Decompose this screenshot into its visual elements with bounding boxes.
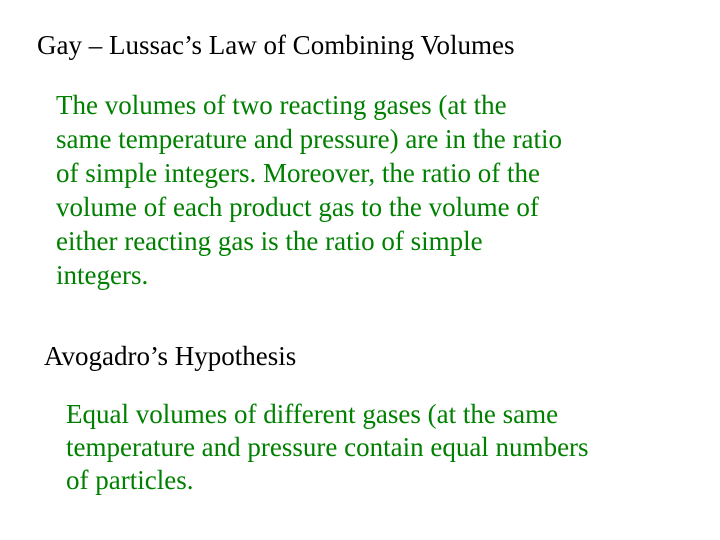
text-line: The volumes of two reacting gases (at the xyxy=(56,90,507,120)
avogadro-hypothesis-title: Avogadro’s Hypothesis xyxy=(44,341,297,371)
text-line: temperature and pressure contain equal numbers xyxy=(66,432,589,462)
text-line: integers. xyxy=(56,260,149,290)
gay-lussac-law-title: Gay – Lussac’s Law of Combining Volumes xyxy=(37,30,515,60)
text-line: volume of each product gas to the volume of xyxy=(56,192,539,222)
text-line: of particles. xyxy=(66,465,194,495)
text-line: of simple integers. Moreover, the ratio of the xyxy=(56,158,541,188)
text-line: either reacting gas is the ratio of simple xyxy=(56,226,483,256)
gay-lussac-law-text xyxy=(56,88,696,292)
avogadro-hypothesis-text xyxy=(66,398,706,497)
text-line: same temperature and pressure) are in the ratio xyxy=(56,124,563,154)
text-line: Equal volumes of different gases (at the same xyxy=(66,399,559,429)
